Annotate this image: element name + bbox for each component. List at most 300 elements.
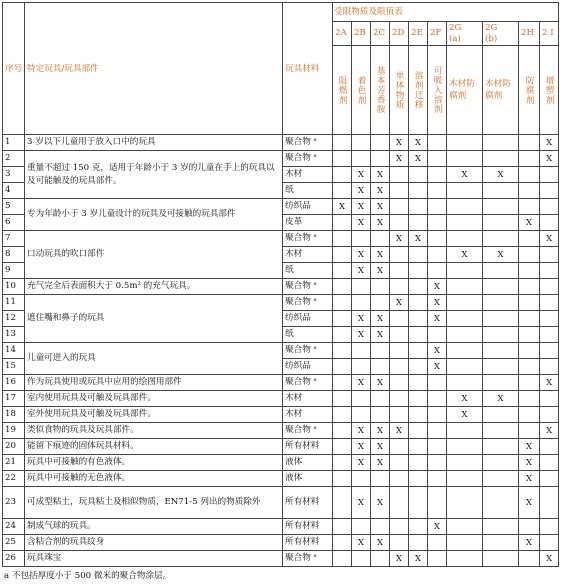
substance-mark-3: X: [390, 423, 409, 439]
substance-mark-4: [409, 519, 428, 535]
toy-material: 木材: [283, 407, 333, 423]
row-number: 19: [3, 423, 25, 439]
substance-mark-2: [371, 551, 390, 567]
toy-material: 纸: [283, 263, 333, 279]
substance-mark-8: X: [519, 535, 540, 551]
substance-mark-1: X: [352, 311, 371, 327]
table-row: [3, 279, 559, 295]
row-number: 9: [3, 263, 25, 279]
substance-mark-4: [409, 167, 428, 183]
substance-mark-1: X: [352, 327, 371, 343]
substance-mark-8: [519, 391, 540, 407]
substance-mark-6: [447, 279, 483, 295]
substance-mark-9: [540, 199, 559, 215]
toy-description: 充气完全后表面积大于 0.5m² 的充气玩具。: [25, 279, 283, 295]
substance-mark-7: [483, 135, 519, 151]
substance-mark-1: [352, 343, 371, 359]
substance-mark-1: [352, 519, 371, 535]
row-number: 2: [3, 151, 25, 167]
row-number: 14: [3, 343, 25, 359]
substance-mark-0: [333, 535, 352, 551]
substance-mark-4: [409, 263, 428, 279]
table-row: [3, 423, 559, 439]
toy-description: 玩具珠宝: [25, 551, 283, 567]
substance-code-7: 2G (b): [483, 22, 519, 46]
substance-mark-0: [333, 295, 352, 311]
substance-mark-6: [447, 439, 483, 455]
substance-mark-3: [390, 471, 409, 487]
substance-mark-3: [390, 183, 409, 199]
substance-mark-0: [333, 183, 352, 199]
substances-group-header: 受限物质及限值表: [333, 3, 559, 22]
substance-mark-3: X: [390, 135, 409, 151]
substance-mark-1: [352, 551, 371, 567]
substance-mark-1: X: [352, 215, 371, 231]
substance-mark-3: [390, 391, 409, 407]
substance-mark-3: [390, 455, 409, 471]
substance-mark-5: X: [428, 295, 447, 311]
substance-mark-1: [352, 231, 371, 247]
substance-mark-4: X: [409, 135, 428, 151]
substance-mark-2: X: [371, 487, 390, 519]
toy-material: 纺织品: [283, 359, 333, 375]
substance-mark-7: [483, 215, 519, 231]
substance-mark-9: [540, 359, 559, 375]
substance-mark-8: [519, 231, 540, 247]
substance-mark-4: [409, 423, 428, 439]
substance-mark-4: [409, 375, 428, 391]
toy-material: 聚合物 ᵃ: [283, 375, 333, 391]
substance-mark-9: X: [540, 135, 559, 151]
substance-mark-3: [390, 279, 409, 295]
substance-mark-1: [352, 151, 371, 167]
row-number: 22: [3, 471, 25, 487]
substance-mark-7: [483, 375, 519, 391]
substance-mark-4: X: [409, 231, 428, 247]
toy-material: 聚合物 ᵃ: [283, 551, 333, 567]
row-number: 5: [3, 199, 25, 215]
row-number: 12: [3, 311, 25, 327]
substance-mark-7: [483, 455, 519, 471]
substance-mark-9: [540, 535, 559, 551]
toy-description: 制成气球的玩具。: [25, 519, 283, 535]
toy-material: 皮革: [283, 215, 333, 231]
substance-mark-0: [333, 471, 352, 487]
substance-mark-3: [390, 215, 409, 231]
substance-mark-6: X: [447, 247, 483, 263]
toy-material: 纺织品: [283, 199, 333, 215]
substance-mark-0: [333, 391, 352, 407]
substance-mark-1: [352, 279, 371, 295]
substance-mark-8: X: [519, 455, 540, 471]
substance-mark-0: [333, 423, 352, 439]
substance-mark-3: [390, 199, 409, 215]
substance-mark-8: [519, 375, 540, 391]
substance-mark-5: [428, 167, 447, 183]
row-number: 4: [3, 183, 25, 199]
substance-mark-3: [390, 535, 409, 551]
substance-mark-1: X: [352, 423, 371, 439]
substance-mark-7: [483, 279, 519, 295]
substance-mark-0: [333, 455, 352, 471]
substance-mark-9: [540, 295, 559, 311]
toy-material: 所有材料: [283, 439, 333, 455]
substance-mark-0: [333, 311, 352, 327]
table-row: [3, 439, 559, 455]
substance-mark-2: X: [371, 215, 390, 231]
substance-mark-3: X: [390, 295, 409, 311]
toy-material: 纸: [283, 183, 333, 199]
substance-mark-3: X: [390, 551, 409, 567]
substance-mark-4: X: [409, 551, 428, 567]
row-number: 13: [3, 327, 25, 343]
substance-mark-9: X: [540, 375, 559, 391]
toy-material: 所有材料: [283, 519, 333, 535]
row-number: 15: [3, 359, 25, 375]
substance-mark-2: X: [371, 167, 390, 183]
substance-mark-8: [519, 167, 540, 183]
table-row: [3, 551, 559, 567]
substance-name-9: 增塑剂: [540, 46, 559, 135]
table-row: [3, 151, 559, 167]
substance-mark-2: [371, 343, 390, 359]
substance-mark-6: [447, 359, 483, 375]
substance-mark-2: X: [371, 183, 390, 199]
row-number: 21: [3, 455, 25, 471]
substance-mark-5: [428, 375, 447, 391]
toy-material: 聚合物 ᵃ: [283, 423, 333, 439]
row-number: 20: [3, 439, 25, 455]
substance-mark-1: X: [352, 439, 371, 455]
substance-mark-7: [483, 535, 519, 551]
substance-code-6: 2G (a): [447, 22, 483, 46]
substance-mark-4: [409, 295, 428, 311]
substance-mark-1: X: [352, 167, 371, 183]
substance-mark-9: [540, 439, 559, 455]
substance-mark-7: [483, 343, 519, 359]
substance-mark-5: [428, 471, 447, 487]
row-number: 7: [3, 231, 25, 247]
substance-mark-6: [447, 487, 483, 519]
toy-description: 3 岁以下儿童用于放入口中的玩具: [25, 135, 283, 151]
substance-mark-5: [428, 263, 447, 279]
substance-mark-5: [428, 407, 447, 423]
substance-mark-2: [371, 391, 390, 407]
substance-mark-8: [519, 551, 540, 567]
substance-name-7: 木材防腐剂: [483, 46, 519, 135]
substance-mark-0: [333, 375, 352, 391]
substance-mark-8: [519, 343, 540, 359]
substance-mark-7: [483, 407, 519, 423]
substance-name-0: 阻燃剂: [333, 46, 352, 135]
toy-material: 聚合物 ᵃ: [283, 279, 333, 295]
substance-mark-7: [483, 423, 519, 439]
substance-mark-3: X: [390, 231, 409, 247]
substance-mark-4: [409, 487, 428, 519]
substance-mark-4: [409, 279, 428, 295]
substance-mark-7: [483, 231, 519, 247]
substance-mark-5: [428, 199, 447, 215]
substance-mark-2: X: [371, 535, 390, 551]
substance-mark-7: [483, 359, 519, 375]
substance-mark-8: [519, 247, 540, 263]
substance-mark-6: [447, 151, 483, 167]
substance-mark-5: [428, 247, 447, 263]
substance-mark-2: [371, 295, 390, 311]
substance-mark-2: X: [371, 327, 390, 343]
substance-mark-1: [352, 471, 371, 487]
substance-mark-4: [409, 391, 428, 407]
substance-mark-8: [519, 311, 540, 327]
substance-mark-5: [428, 391, 447, 407]
substance-mark-5: [428, 487, 447, 519]
substance-mark-9: [540, 263, 559, 279]
substance-mark-2: [371, 471, 390, 487]
substance-mark-6: X: [447, 391, 483, 407]
substance-mark-6: [447, 311, 483, 327]
substance-mark-2: [371, 407, 390, 423]
substance-mark-4: [409, 183, 428, 199]
substance-mark-2: X: [371, 375, 390, 391]
substance-mark-7: [483, 263, 519, 279]
substance-mark-8: [519, 279, 540, 295]
table-row: [3, 375, 559, 391]
substance-mark-5: [428, 455, 447, 471]
substance-mark-1: [352, 295, 371, 311]
substance-mark-9: [540, 311, 559, 327]
substance-mark-2: [371, 135, 390, 151]
substance-mark-7: [483, 487, 519, 519]
substance-mark-0: [333, 359, 352, 375]
row-number: 24: [3, 519, 25, 535]
substance-code-0: 2A: [333, 22, 352, 46]
toy-description: 重量不超过 150 克，适用于年龄小于 3 岁的儿童在手上的玩具以及可能触及的玩具部件。: [25, 151, 283, 199]
substance-mark-4: [409, 535, 428, 551]
substance-mark-2: X: [371, 199, 390, 215]
substance-mark-5: [428, 215, 447, 231]
substance-mark-4: [409, 439, 428, 455]
substance-name-3: 单体物质: [390, 46, 409, 135]
substance-mark-0: [333, 151, 352, 167]
toy-material: 聚合物 ᵃ: [283, 231, 333, 247]
toy-description: 玩具中可接触的无色液体。: [25, 471, 283, 487]
table-row: [3, 135, 559, 151]
substance-mark-5: [428, 551, 447, 567]
substance-mark-9: X: [540, 423, 559, 439]
substance-mark-4: [409, 343, 428, 359]
row-number: 11: [3, 295, 25, 311]
toy-material: 木材: [283, 391, 333, 407]
row-number: 8: [3, 247, 25, 263]
substance-mark-2: [371, 231, 390, 247]
substance-mark-9: [540, 183, 559, 199]
substance-mark-4: [409, 471, 428, 487]
substance-mark-6: [447, 231, 483, 247]
substance-mark-8: [519, 423, 540, 439]
substance-mark-1: [352, 359, 371, 375]
row-number: 16: [3, 375, 25, 391]
substance-mark-2: X: [371, 455, 390, 471]
substance-code-9: 2 I: [540, 22, 559, 46]
substance-mark-0: [333, 167, 352, 183]
toy-description: 含粘合剂的玩具纹身: [25, 535, 283, 551]
substance-mark-7: [483, 327, 519, 343]
substance-mark-8: [519, 327, 540, 343]
substance-mark-5: [428, 135, 447, 151]
substance-mark-6: [447, 535, 483, 551]
substance-mark-0: [333, 487, 352, 519]
substance-mark-8: [519, 295, 540, 311]
substance-code-4: 2E: [409, 22, 428, 46]
substance-mark-1: [352, 407, 371, 423]
footnote: a 不包括厚度小于 500 微米的聚合物涂层。: [4, 571, 172, 581]
substance-mark-6: [447, 423, 483, 439]
toy-header: 特定玩具/玩具部件: [25, 3, 283, 135]
row-number: 3: [3, 167, 25, 183]
substance-mark-0: [333, 215, 352, 231]
substance-mark-5: [428, 231, 447, 247]
substance-mark-2: X: [371, 423, 390, 439]
substance-mark-7: X: [483, 167, 519, 183]
substance-mark-3: X: [390, 151, 409, 167]
substance-name-8: 防腐剂: [519, 46, 540, 135]
row-number: 6: [3, 215, 25, 231]
row-number: 18: [3, 407, 25, 423]
substance-mark-8: [519, 519, 540, 535]
substance-mark-2: [371, 519, 390, 535]
substance-mark-6: [447, 551, 483, 567]
table-row: [3, 407, 559, 423]
row-number: 1: [3, 135, 25, 151]
substance-mark-5: X: [428, 359, 447, 375]
substance-mark-3: [390, 519, 409, 535]
substance-mark-5: X: [428, 343, 447, 359]
table-row: [3, 535, 559, 551]
substance-name-1: 着色剂: [352, 46, 371, 135]
substance-mark-2: X: [371, 439, 390, 455]
substance-mark-0: [333, 519, 352, 535]
substance-mark-7: [483, 295, 519, 311]
substance-mark-6: [447, 327, 483, 343]
substance-mark-2: [371, 151, 390, 167]
toy-material: 聚合物 ᵃ: [283, 295, 333, 311]
toy-material: 纺织品: [283, 311, 333, 327]
substance-mark-6: [447, 263, 483, 279]
serial-header: 序号: [3, 3, 25, 135]
substance-mark-4: [409, 311, 428, 327]
material-header: 玩具材料: [283, 3, 333, 135]
substance-mark-2: X: [371, 311, 390, 327]
substance-mark-6: [447, 471, 483, 487]
substance-mark-1: [352, 135, 371, 151]
substance-mark-5: X: [428, 519, 447, 535]
substance-code-5: 2F: [428, 22, 447, 46]
substance-mark-1: X: [352, 263, 371, 279]
substance-mark-1: X: [352, 199, 371, 215]
substance-mark-9: [540, 343, 559, 359]
substance-mark-2: [371, 279, 390, 295]
substance-mark-3: [390, 375, 409, 391]
substance-mark-9: [540, 391, 559, 407]
substance-mark-8: [519, 151, 540, 167]
substance-mark-9: [540, 471, 559, 487]
substance-mark-5: [428, 151, 447, 167]
substance-mark-3: [390, 311, 409, 327]
substance-code-8: 2H: [519, 22, 540, 46]
substance-mark-4: [409, 455, 428, 471]
toy-description: 作为玩具使用或玩具中应用的绘图用部件: [25, 375, 283, 391]
substance-mark-9: [540, 167, 559, 183]
substance-mark-7: [483, 311, 519, 327]
toy-description: 遮住嘴和鼻子的玩具: [25, 295, 283, 343]
substance-mark-6: [447, 295, 483, 311]
substance-mark-0: [333, 263, 352, 279]
substance-mark-4: [409, 359, 428, 375]
substance-mark-9: [540, 519, 559, 535]
table-row: [3, 343, 559, 359]
substance-mark-2: [371, 359, 390, 375]
substance-mark-7: X: [483, 247, 519, 263]
substance-code-2: 2C: [371, 22, 390, 46]
substance-mark-9: [540, 487, 559, 519]
substance-mark-8: [519, 359, 540, 375]
substance-mark-0: [333, 439, 352, 455]
substance-mark-3: [390, 167, 409, 183]
substance-mark-8: X: [519, 487, 540, 519]
substance-mark-7: [483, 551, 519, 567]
toy-material: 聚合物 ᵃ: [283, 151, 333, 167]
row-number: 26: [3, 551, 25, 567]
substance-mark-4: X: [409, 151, 428, 167]
toy-material: 所有材料: [283, 487, 333, 519]
substance-mark-4: [409, 199, 428, 215]
substance-code-3: 2D: [390, 22, 409, 46]
substance-mark-9: X: [540, 151, 559, 167]
substance-mark-5: [428, 327, 447, 343]
table-row: [3, 455, 559, 471]
substance-mark-0: [333, 407, 352, 423]
toy-material: 木材: [283, 247, 333, 263]
substance-mark-1: [352, 391, 371, 407]
substance-mark-4: [409, 215, 428, 231]
substance-mark-1: X: [352, 487, 371, 519]
toy-material: 聚合物 ᵃ: [283, 343, 333, 359]
table-row: [3, 391, 559, 407]
toy-description: 室内使用玩具及可触及玩具部件。: [25, 391, 283, 407]
table-row: [3, 295, 559, 311]
substance-mark-4: [409, 247, 428, 263]
table-row: [3, 487, 559, 519]
substance-mark-6: [447, 455, 483, 471]
substance-mark-9: [540, 455, 559, 471]
substance-code-1: 2B: [352, 22, 371, 46]
substance-mark-6: [447, 183, 483, 199]
substance-mark-0: [333, 343, 352, 359]
substance-mark-3: [390, 263, 409, 279]
row-number: 17: [3, 391, 25, 407]
substance-mark-9: X: [540, 231, 559, 247]
substance-mark-8: X: [519, 471, 540, 487]
row-number: 10: [3, 279, 25, 295]
toy-material: 聚合物 ᵃ: [283, 135, 333, 151]
substance-mark-3: [390, 487, 409, 519]
substance-mark-5: [428, 423, 447, 439]
table-row: [3, 231, 559, 247]
substance-mark-4: [409, 327, 428, 343]
substance-mark-6: [447, 375, 483, 391]
toy-material: 木材: [283, 167, 333, 183]
substance-mark-8: [519, 135, 540, 151]
